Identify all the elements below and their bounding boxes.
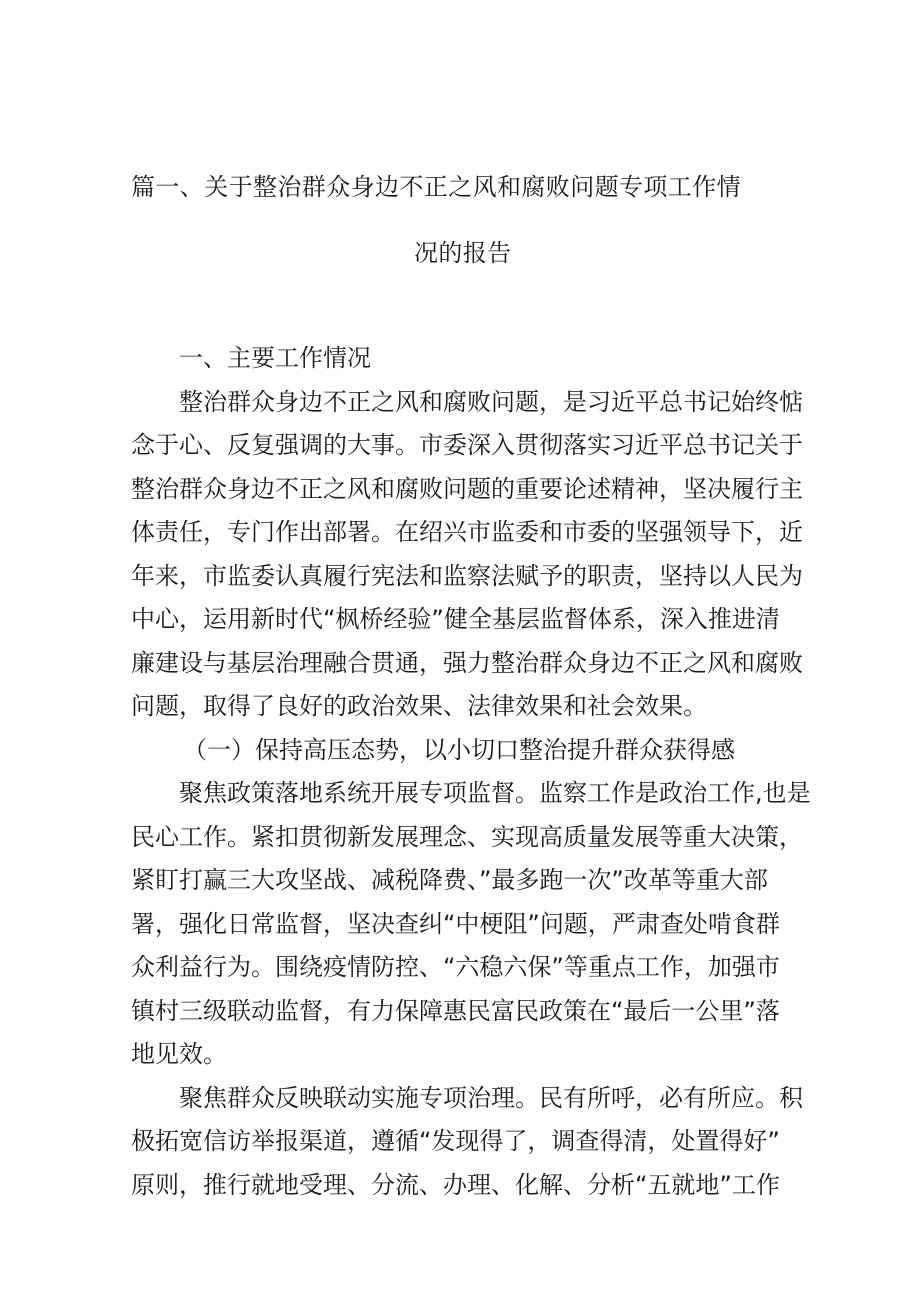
paragraph-3-line: 原则，推行就地受理、分流、办理、化解、分析“五就地”工作 bbox=[131, 1170, 780, 1199]
paragraph-2-line: 聚焦政策落地系统开展专项监督。监察工作是政治工作,也是 bbox=[179, 779, 811, 807]
paragraph-3-line: 聚焦群众反映联动实施专项治理。民有所呼，必有所应。积 bbox=[179, 1083, 803, 1112]
paragraph-1-line: 体责任，专门作出部署。在绍兴市监委和市委的坚强领导下，近 bbox=[131, 518, 803, 546]
paragraph-3-line: 极拓宽信访举报渠道，遵循“发现得了，调查得清，处置得好” bbox=[131, 1127, 780, 1155]
paragraph-2-line: 众利益行为。围绕疫情防控、“六稳六保”等重点工作，加强市 bbox=[131, 953, 780, 981]
document-title-line-1: 篇一、关于整治群众身边不正之风和腐败问题专项工作情 bbox=[131, 173, 741, 201]
paragraph-2-line: 民心工作。紧扣贯彻新发展理念、实现高质量发展等重大决策， bbox=[131, 822, 803, 851]
paragraph-1-line: 问题，取得了良好的政治效果、法律效果和社会效果。 bbox=[131, 692, 707, 720]
paragraph-2-line: 地见效。 bbox=[131, 1040, 227, 1068]
paragraph-2-line: 署，强化日常监督，坚决查纠“中梗阻”问题，严肃查处啃食群 bbox=[131, 909, 780, 938]
paragraph-1-line: 中心，运用新时代“枫桥经验”健全基层监督体系，深入推进清 bbox=[131, 605, 780, 633]
subsection-heading: （一）保持高压态势，以小切口整治提升群众获得感 bbox=[183, 735, 735, 764]
paragraph-1-line: 廉建设与基层治理融合贯通，强力整治群众身边不正之风和腐败 bbox=[131, 648, 803, 677]
paragraph-1-line: 念于心、反复强调的大事。市委深入贯彻落实习近平总书记关于 bbox=[131, 431, 803, 459]
paragraph-1-line: 整治群众身边不正之风和腐败问题的重要论述精神，坚决履行主 bbox=[131, 474, 803, 503]
document-body bbox=[131, 337, 811, 1207]
paragraph-1-line: 整治群众身边不正之风和腐败问题，是习近平总书记始终惦 bbox=[179, 387, 803, 416]
paragraph-1-line: 年来，市监委认真履行宪法和监察法赋予的职责，坚持以人民为 bbox=[131, 561, 803, 590]
document-title-line-2: 况的报告 bbox=[414, 239, 512, 267]
paragraph-2-line: 镇村三级联动监督，有力保障惠民富民政策在“最后一公里”落 bbox=[131, 996, 780, 1025]
section-heading: 一、主要工作情况 bbox=[179, 344, 371, 372]
paragraph-2-line: 紧盯打赢三大攻坚战、减税降费、”最多跑一次”改革等重大部 bbox=[131, 866, 768, 894]
